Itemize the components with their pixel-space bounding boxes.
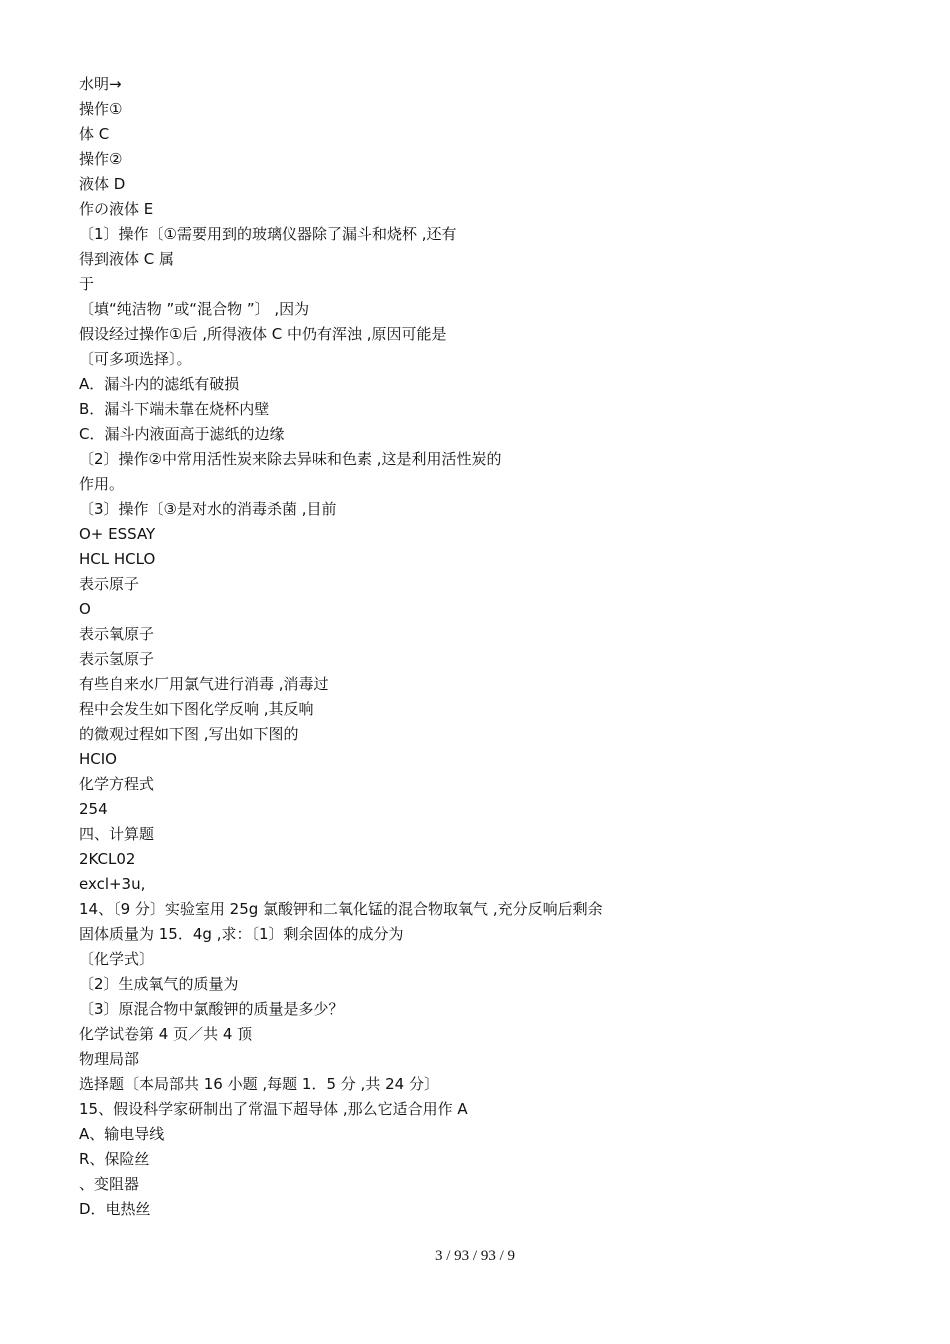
question-text: 14、〔9 分〕实验室用 25g 氯酸钾和二氧化锰的混合物取氧气 ,充分反响后剩余 <box>79 900 603 918</box>
question-text: 〔3〕原混合物中氯酸钾的质量是多少？ <box>79 1000 344 1018</box>
text-line: 化学试卷第 4 页／共 4 顶 <box>79 1025 253 1043</box>
text-line: 表示氢原子 <box>79 650 155 668</box>
page-number: 3 / 93 / 93 / 9 <box>434 1248 515 1264</box>
text-line: 〔可多项选择〕。 <box>79 350 192 368</box>
answer-option: B．漏斗下端未靠在烧杯内壁 <box>79 400 270 418</box>
question-text: 〔2〕操作②中常用活性炭来除去异味和色素 ,这是利用活性炭的 <box>79 450 502 468</box>
text-line: 表示原子 <box>79 575 140 593</box>
text-line: 操作① <box>79 100 123 118</box>
text-line: 〔填“纯洁物 ”或“混合物 ”〕 ,因为 <box>79 300 310 318</box>
question-text: 15、假设科学家研制出了常温下超导体 ,那么它适合用作 A <box>79 1100 468 1118</box>
question-text: 假设经过操作①后 ,所得液体 C 中仍有浑浊 ,原因可能是 <box>79 325 447 343</box>
text-line: 得到液体 C 属 <box>79 250 175 268</box>
text-line: 的微观过程如下图 ,写出如下图的 <box>79 725 299 743</box>
document-body <box>79 72 899 1222</box>
section-heading: 物理局部 <box>79 1050 140 1068</box>
text-line: 水明→ <box>79 75 122 93</box>
text-line: O <box>79 600 91 618</box>
text-line: HCL HCLO <box>79 550 156 568</box>
text-line: 程中会发生如下图化学反响 ,其反响 <box>79 700 314 718</box>
text-line: 有些自来水厂用氯气进行消毒 ,消毒过 <box>79 675 329 693</box>
text-line: 于 <box>79 275 95 293</box>
text-line: 表示氧原子 <box>79 625 155 643</box>
answer-option: D．电热丝 <box>79 1200 151 1218</box>
text-line: excl+3u, <box>79 875 146 893</box>
text-line: 体 C <box>79 125 110 143</box>
text-line: 〔化学式〕 <box>79 950 155 968</box>
text-line: 化学方程式 <box>79 775 155 793</box>
section-heading: 四、计算题 <box>79 825 155 843</box>
answer-option: A．漏斗内的滤纸有破损 <box>79 375 240 393</box>
text-line: 固体质量为 15．4g ,求：〔1〕剩余固体的成分为 <box>79 925 404 943</box>
text-line: 操作② <box>79 150 123 168</box>
answer-option: 、变阻器 <box>79 1175 140 1193</box>
answer-option: C．漏斗内液面高于滤纸的边缘 <box>79 425 285 443</box>
text-line: HCIO <box>79 750 117 768</box>
question-text: 〔3〕操作〔③是对水的消毒杀菌 ,目前 <box>79 500 337 518</box>
text-line: 254 <box>79 800 108 818</box>
question-text: 〔1〕操作〔①需要用到的玻璃仪器除了漏斗和烧杯 ,还有 <box>79 225 457 243</box>
text-line: 作用。 <box>79 475 125 493</box>
question-text: 〔2〕生成氧气的质量为 <box>79 975 239 993</box>
text-line: 液体 D <box>79 175 126 193</box>
text-line: O+ ESSAY <box>79 525 156 543</box>
text-line: 2KCL02 <box>79 850 136 868</box>
answer-option: R、保险丝 <box>79 1150 150 1168</box>
section-heading: 选择题〔本局部共 16 小题 ,每题 1．5 分 ,共 24 分〕 <box>79 1075 439 1093</box>
answer-option: A、输电导线 <box>79 1125 165 1143</box>
text-line: 作の液体 E <box>79 200 154 218</box>
